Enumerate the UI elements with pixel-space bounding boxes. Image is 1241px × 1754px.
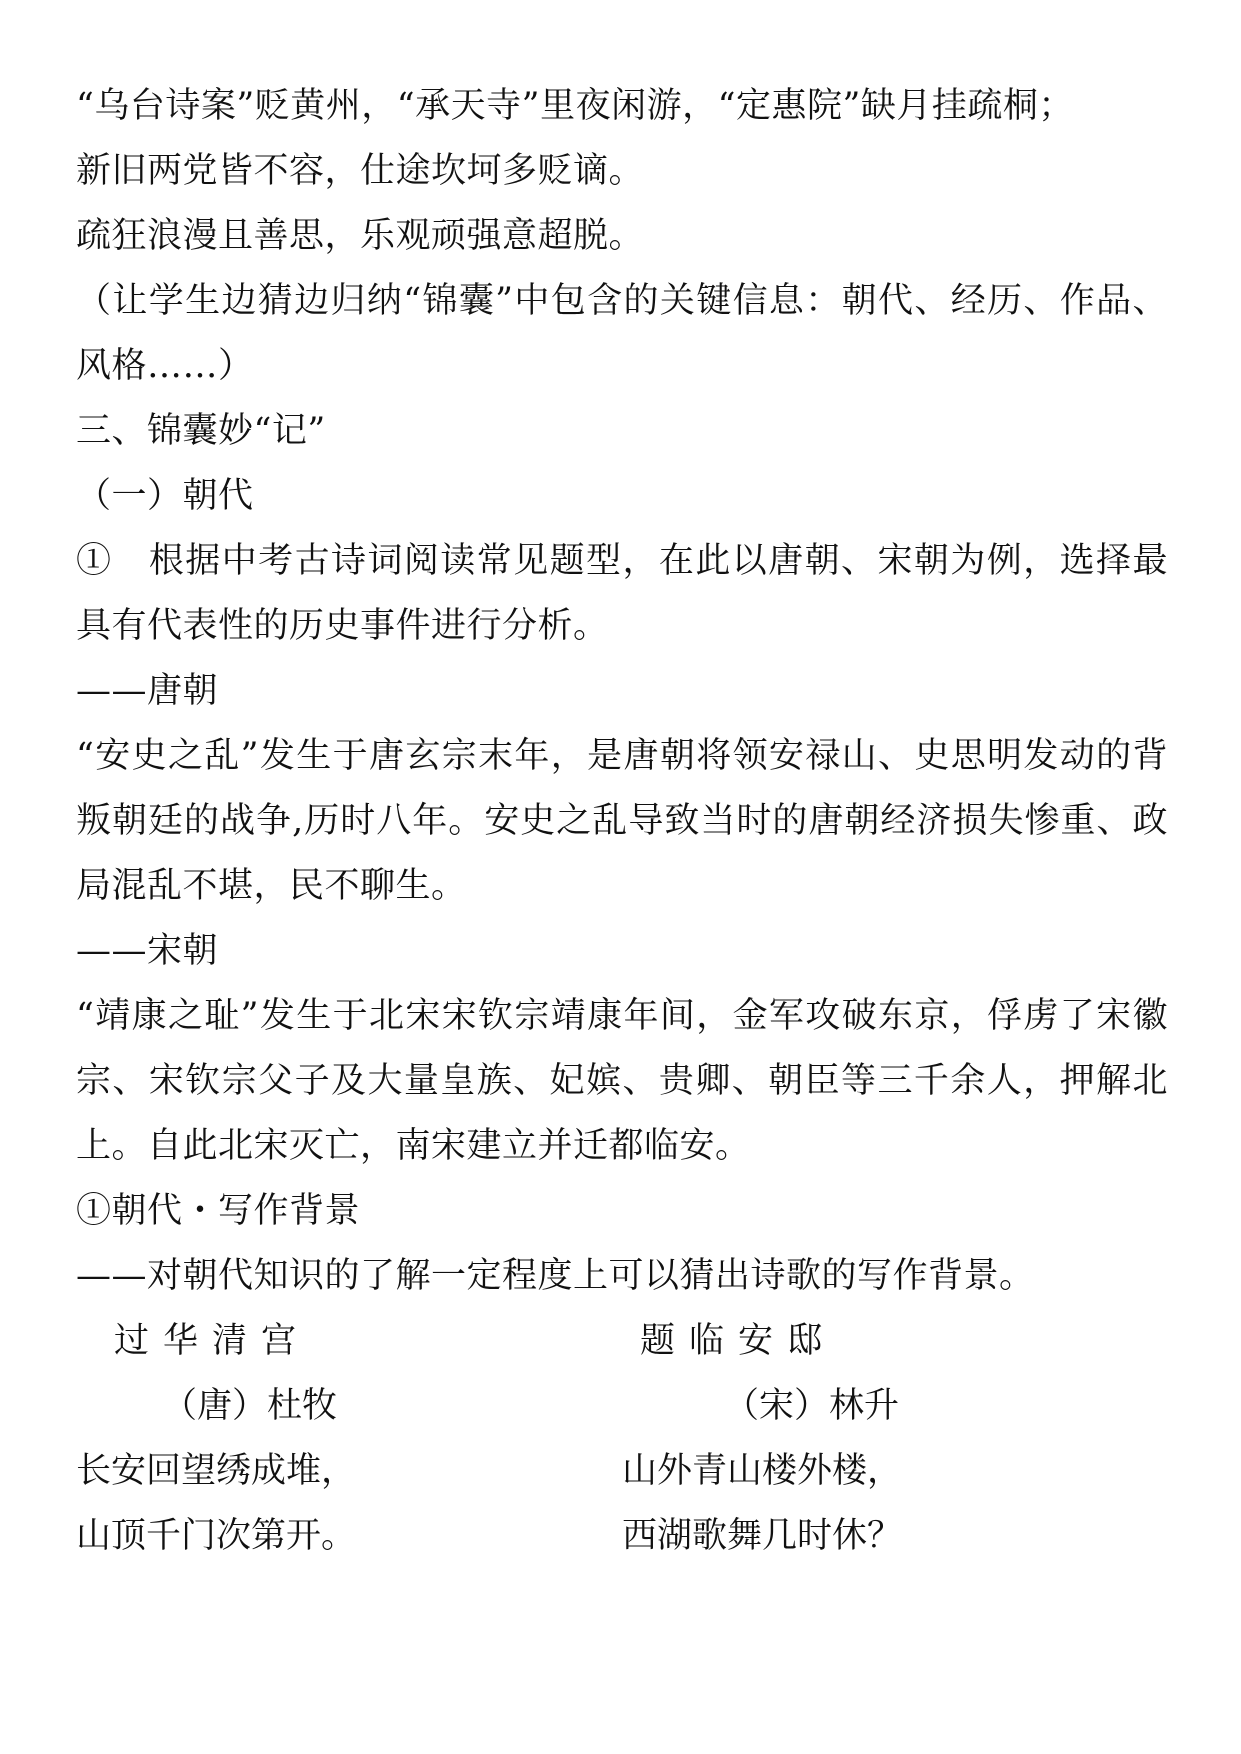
poem-title: 过华清宫 [114, 1321, 311, 1361]
poem-line: 长安回望绣成堆， [76, 1451, 357, 1491]
jingkang-incident-paragraph: “靖康之耻”发生于北宋宋钦宗靖康年间，金军攻破东京，俘虏了宋徽宗、宋钦宗父子及大量皇族、妃嫔、贵卿、朝臣等三千余人，押解北上。自此北宋灭亡，南宋建立并迁都临安。 [76, 996, 1168, 1166]
poem-huaqing-palace [76, 1309, 622, 1569]
dynasty-background-heading: ①朝代・写作背景 [76, 1191, 361, 1231]
poem-comparison [76, 1309, 1168, 1569]
poem-author: （宋）林升 [724, 1386, 900, 1426]
poem-line: 西湖歌舞几时休？ [622, 1516, 903, 1556]
teaching-note: （让学生边猜边归纳“锦囊”中包含的关键信息：朝代、经历、作品、风格……） [76, 281, 1168, 386]
song-dynasty-heading: ——宋朝 [76, 931, 219, 971]
poem-line: 山顶千门次第开。 [76, 1516, 357, 1556]
anshi-rebellion-paragraph: “安史之乱”发生于唐玄宗末年，是唐朝将领安禄山、史思明发动的背叛朝廷的战争,历时八年。安史之乱导致当时的唐朝经济损失惨重、政局混乱不堪，民不聊生。 [76, 736, 1168, 906]
poem-summary-line-3: 疏狂浪漫且善思，乐观顽强意超脱。 [76, 216, 645, 256]
document-page [76, 74, 1168, 1569]
dynasty-background-note: ——对朝代知识的了解一定程度上可以猜出诗歌的写作背景。 [76, 1256, 1035, 1296]
poem-linan-residence [622, 1309, 1168, 1569]
tang-dynasty-heading: ——唐朝 [76, 671, 219, 711]
poem-author: （唐）杜牧 [162, 1386, 338, 1426]
poem-summary-line-2: 新旧两党皆不容，仕途坎坷多贬谪。 [76, 151, 645, 191]
poem-summary-line-1: “乌台诗案”贬黄州，“承天寺”里夜闲游，“定惠院”缺月挂疏桐； [76, 86, 1074, 126]
poem-title: 题临安邸 [640, 1321, 837, 1361]
dynasty-intro-paragraph: ① 根据中考古诗词阅读常见题型，在此以唐朝、宋朝为例，选择最具有代表性的历史事件进行分析。 [76, 541, 1168, 646]
section-heading-3: 三、锦囊妙“记” [76, 411, 326, 451]
subsection-heading-dynasty: （一）朝代 [76, 476, 254, 516]
poem-line: 山外青山楼外楼， [622, 1451, 903, 1491]
